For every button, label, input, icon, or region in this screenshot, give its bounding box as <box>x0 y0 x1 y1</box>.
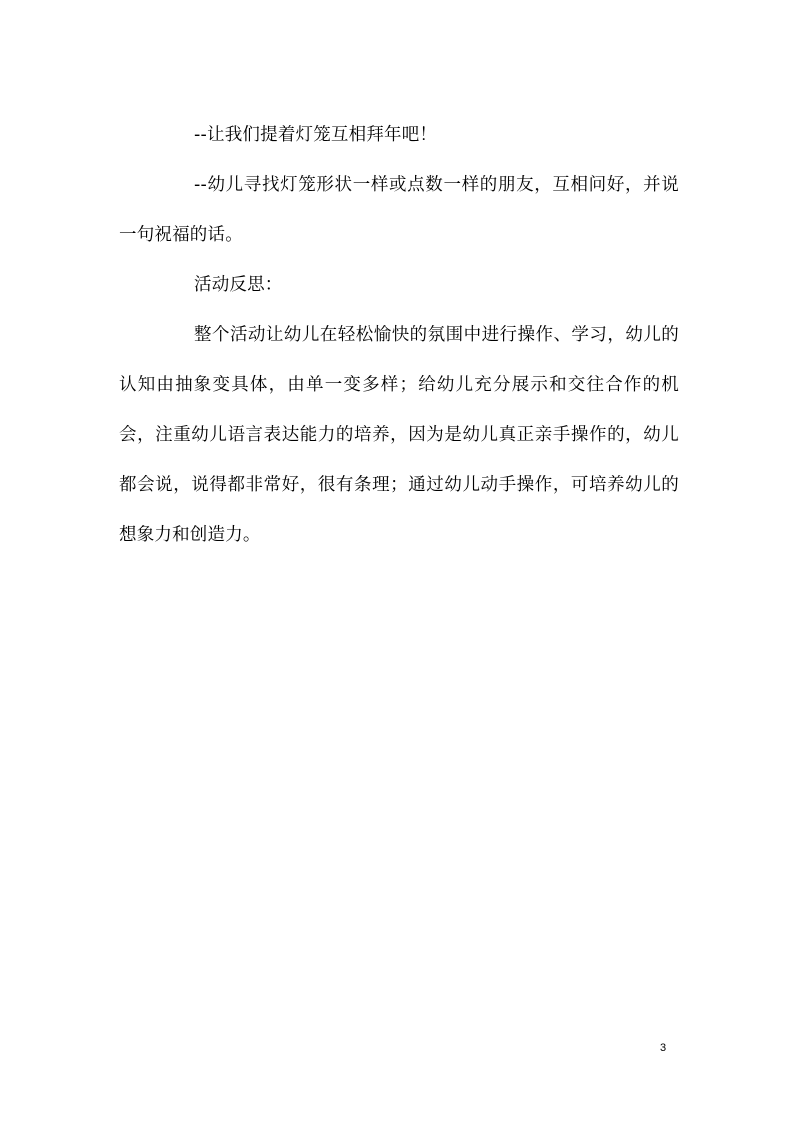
heading-activity-reflection: 活动反思： <box>194 275 283 295</box>
paragraph-reflection-body: 整个活动让幼儿在轻松愉快的氛围中进行操作、学习，幼儿的认知由抽象变具体，由单一变多样；给幼儿充分展示和交往合作的机会，注重幼儿语言表达能力的培养，因为是幼儿真正亲手操作的，幼儿都会说，说得都非常好，很有条理；通过幼儿动手操作，可培养幼儿的想象力和创造力。 <box>119 325 679 545</box>
page-number: 3 <box>660 1042 667 1054</box>
paragraph-greeting-lanterns: --让我们提着灯笼互相拜年吧！ <box>194 125 438 145</box>
document-body <box>119 110 679 560</box>
paragraph-find-friends: --幼儿寻找灯笼形状一样或点数一样的朋友，互相问好，并说一句祝福的话。 <box>119 175 679 245</box>
